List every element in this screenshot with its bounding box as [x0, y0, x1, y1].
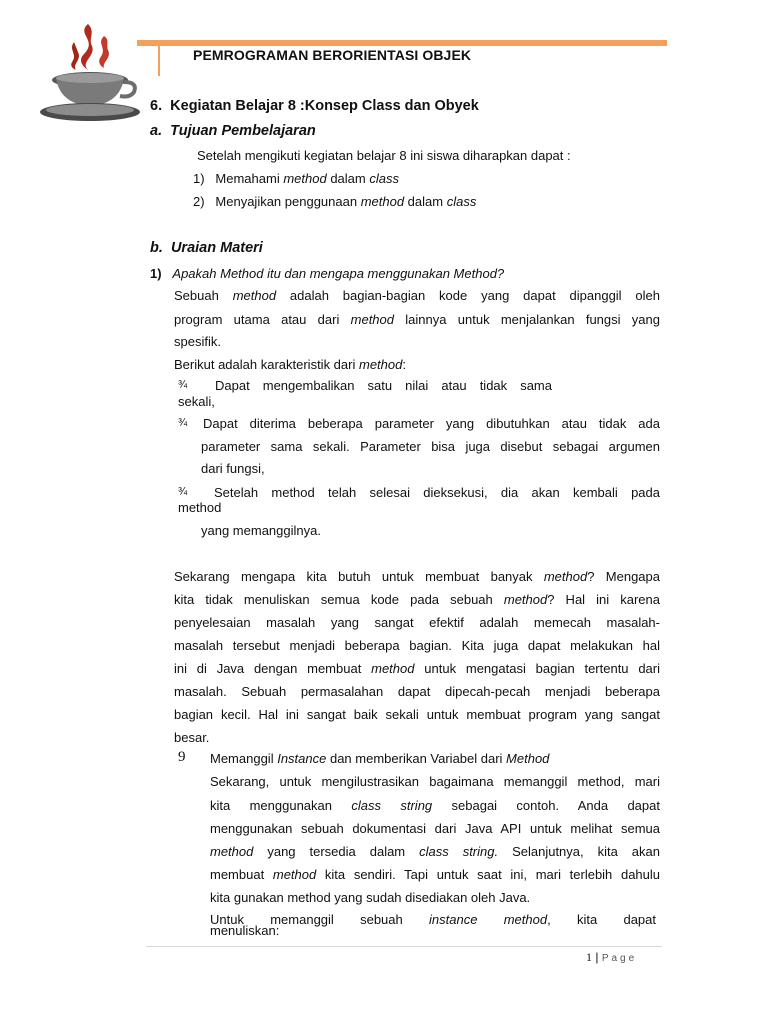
list-item: 2) Menyajikan penggunaan method dalam class	[193, 194, 477, 209]
section-number: 6.	[150, 98, 163, 114]
paragraph-line: menuliskan:	[210, 923, 280, 938]
list-item: 1) Memahami method dalam class	[193, 171, 399, 186]
bullet-glyph: 9	[178, 749, 186, 765]
list-item-continuation: sekali,	[178, 394, 215, 409]
list-item: Dapat diterima beberapa parameter yang dibutuhkan atau tidak ada	[203, 416, 660, 431]
paragraph-line: membuat method kita sendiri. Tapi untuk saat ini, mari terlebih dahulu	[210, 867, 660, 882]
paragraph-line: masalah. Sebuah permasalahan dapat dipecah-pecah menjadi beberapa	[174, 684, 660, 699]
page-label: Page	[601, 953, 638, 964]
subsection-heading-b: b. Uraian Materi	[150, 240, 263, 256]
bullet-glyph: ¾	[178, 379, 188, 391]
subitem-heading: Memanggil Instance dan memberikan Variabel dari Method	[210, 751, 550, 766]
footer-divider	[146, 946, 662, 947]
bullet-glyph: ¾	[178, 486, 188, 498]
paragraph-line: penyelesaian masalah yang sangat efektif adalah memecah masalah-	[174, 615, 660, 630]
objectives-intro: Setelah mengikuti kegiatan belajar 8 ini siswa diharapkan dapat :	[197, 148, 571, 163]
list-item-continuation: method	[178, 500, 222, 515]
paragraph-line: Sebuah method adalah bagian-bagian kode yang dapat dipanggil oleh	[174, 288, 661, 303]
paragraph-line: Untuk memanggil sebuah instance method, kita dapat	[210, 912, 656, 927]
paragraph-line: kita menggunakan class string sebagai contoh. Anda dapat	[210, 798, 660, 813]
bullet-glyph: ¾	[178, 417, 188, 429]
paragraph-line: Sekarang mengapa kita butuh untuk membuat banyak method? Mengapa	[174, 569, 660, 584]
section-heading	[150, 98, 479, 114]
page-separator: |	[595, 950, 599, 964]
paragraph-line: masalah tersebut menjadi beberapa bagian. Kita juga dapat melakukan hal	[174, 638, 660, 653]
paragraph-line: ini di Java dengan membuat method untuk mengatasi bagian tertentu dari	[174, 661, 661, 676]
subsection-heading-a: a. Tujuan Pembelajaran	[150, 123, 316, 139]
page-number: 1	[586, 950, 592, 964]
list-item-continuation: parameter sama sekali. Parameter bisa juga disebut sebagai argumen	[201, 439, 660, 454]
list-item-continuation: dari fungsi,	[201, 461, 265, 476]
paragraph-line: kita tidak menuliskan semua kode pada sebuah method? Hal ini karena	[174, 592, 660, 607]
question-heading: 1) Apakah Method itu dan mengapa menggunakan Method?	[150, 266, 505, 281]
java-coffee-cup-logo-icon	[26, 18, 146, 128]
paragraph-line: menggunakan sebuah dokumentasi dari Java API untuk melihat semua	[210, 821, 660, 836]
paragraph-line: kita gunakan method yang sudah disediakan oleh Java.	[210, 890, 531, 905]
header-accent-tick	[158, 46, 160, 76]
section-title: Kegiatan Belajar 8 :Konsep Class dan Obyek	[170, 98, 479, 114]
page-footer	[586, 950, 637, 965]
paragraph-line: method yang tersedia dalam class string. Selanjutnya, kita akan	[210, 844, 660, 859]
list-item: Setelah method telah selesai dieksekusi, dia akan kembali pada	[214, 485, 660, 500]
paragraph-line: spesifik.	[174, 334, 221, 349]
characteristics-intro: Berikut adalah karakteristik dari method:	[174, 357, 406, 372]
paragraph-line: besar.	[174, 730, 210, 745]
paragraph-line: program utama atau dari method lainnya untuk menjalankan fungsi yang	[174, 312, 661, 327]
list-item: Dapat mengembalikan satu nilai atau tidak sama	[215, 378, 552, 393]
document-header-title: PEMROGRAMAN BERORIENTASI OBJEK	[193, 47, 472, 63]
paragraph-line: bagian kecil. Hal ini sangat baik sekali untuk membuat program yang sangat	[174, 707, 660, 722]
list-item-continuation: yang memanggilnya.	[201, 523, 321, 538]
header-accent-bar	[137, 40, 667, 46]
paragraph-line: Sekarang, untuk mengilustrasikan bagaimana memanggil method, mari	[210, 774, 660, 789]
